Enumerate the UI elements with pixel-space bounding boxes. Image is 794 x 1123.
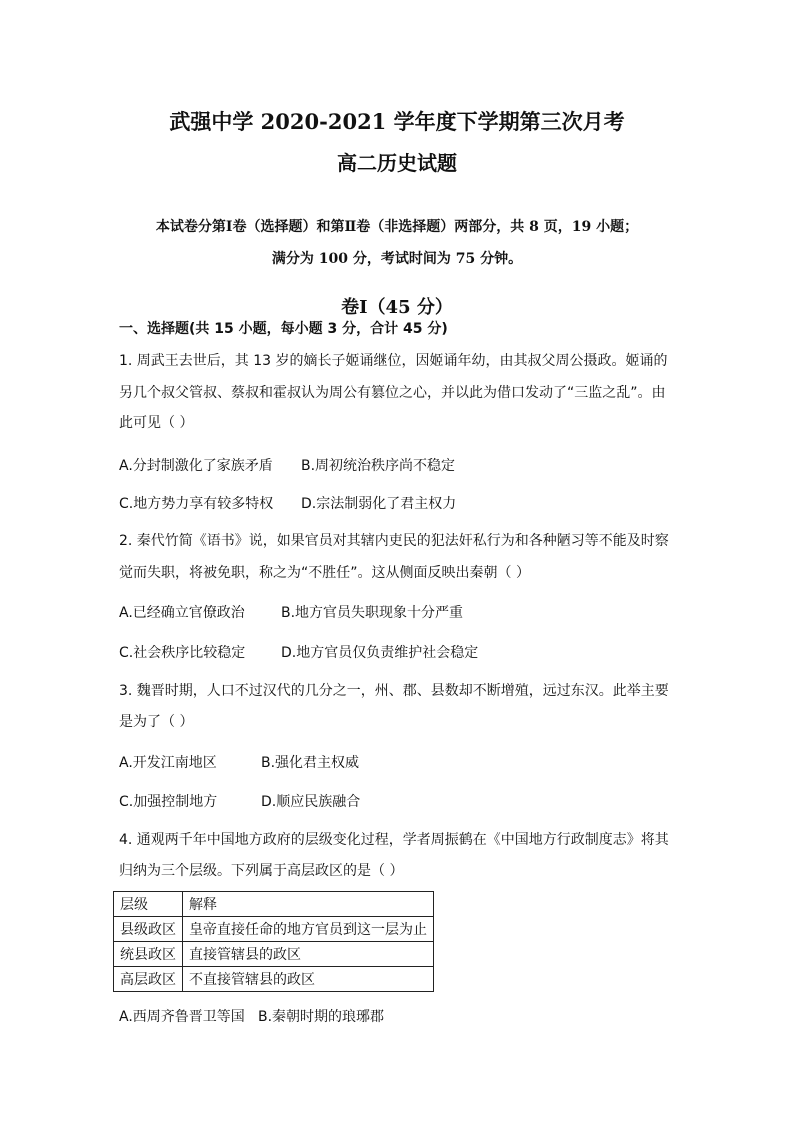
question-3-option-c: C.加强控制地方 — [119, 794, 218, 810]
exam-subtitle: 高二历史试题 — [337, 151, 457, 175]
table-cell: 皇帝直接任命的地方官员到这一层为止 — [183, 917, 434, 942]
question-4-option-a: A.西周齐鲁晋卫等国 — [119, 1009, 245, 1025]
question-2-option-d: D.地方官员仅负责维护社会稳定 — [281, 645, 479, 661]
question-2-line-1: 2. 秦代竹简《语书》说，如果官员对其辖内吏民的犯法奸私行为和各种陋习等不能及时察 — [119, 533, 669, 549]
question-4-option-b: B.秦朝时期的琅琊郡 — [258, 1009, 385, 1025]
intro-line-2: 满分为 100 分，考试时间为 75 分钟。 — [271, 251, 523, 267]
question-2-option-a: A.已经确立官僚政治 — [119, 605, 245, 621]
table-row — [114, 917, 434, 942]
table-cell: 直接管辖县的政区 — [183, 942, 434, 967]
question-4-line-2: 归纳为三个层级。下列属于高层政区的是（ ） — [119, 863, 404, 879]
table-row — [114, 967, 434, 992]
question-1-option-a: A.分封制激化了家族矛盾 — [119, 458, 273, 474]
exam-title: 武强中学 2020-2021 学年度下学期第三次月考 — [169, 109, 625, 134]
question-3-line-1: 3. 魏晋时期，人口不过汉代的几分之一，州、郡、县数却不断增殖，远过东汉。此举主要 — [119, 683, 669, 699]
question-2-option-c: C.社会秩序比较稳定 — [119, 645, 246, 661]
table-header-row — [114, 892, 434, 917]
part-heading: 卷Ⅰ（45 分） — [341, 297, 453, 318]
question-4-line-1: 4. 通观两千年中国地方政府的层级变化过程，学者周振鹤在《中国地方行政制度志》将其 — [119, 832, 669, 848]
table-header-cell: 解释 — [183, 892, 434, 917]
table-row — [114, 942, 434, 967]
region-level-table — [113, 891, 434, 992]
question-3-option-a: A.开发江南地区 — [119, 755, 217, 771]
section-heading: 一、选择题(共 15 小题，每小题 3 分，合计 45 分) — [119, 321, 448, 337]
question-1-line-3: 此可见（ ） — [119, 415, 194, 431]
intro-line-1: 本试卷分第Ⅰ卷（选择题）和第Ⅱ卷（非选择题）两部分，共 8 页，19 小题； — [155, 219, 639, 235]
question-3-option-b: B.强化君主权威 — [261, 755, 360, 771]
question-1-line-1: 1. 周武王去世后，其 13 岁的嫡长子姬诵继位，因姬诵年幼，由其叔父周公摄政。姬诵的 — [119, 353, 668, 369]
question-3-option-d: D.顺应民族融合 — [261, 794, 361, 810]
table-header-cell: 层级 — [114, 892, 183, 917]
table-cell: 高层政区 — [114, 967, 183, 992]
question-2-line-2: 觉而失职，将被免职，称之为“不胜任”。这从侧面反映出秦朝（ ） — [119, 565, 530, 581]
table-cell: 统县政区 — [114, 942, 183, 967]
table-cell: 不直接管辖县的政区 — [183, 967, 434, 992]
question-1-option-d: D.宗法制弱化了君主权力 — [301, 496, 457, 512]
table-cell: 县级政区 — [114, 917, 183, 942]
question-2-option-b: B.地方官员失职现象十分严重 — [281, 605, 464, 621]
question-1-option-c: C.地方势力享有较多特权 — [119, 496, 274, 512]
question-1-line-2: 另几个叔父管叔、蔡叔和霍叔认为周公有篡位之心，并以此为借口发动了“三监之乱”。由 — [119, 385, 666, 401]
question-1-option-b: B.周初统治秩序尚不稳定 — [301, 458, 456, 474]
question-3-line-2: 是为了（ ） — [119, 714, 194, 730]
